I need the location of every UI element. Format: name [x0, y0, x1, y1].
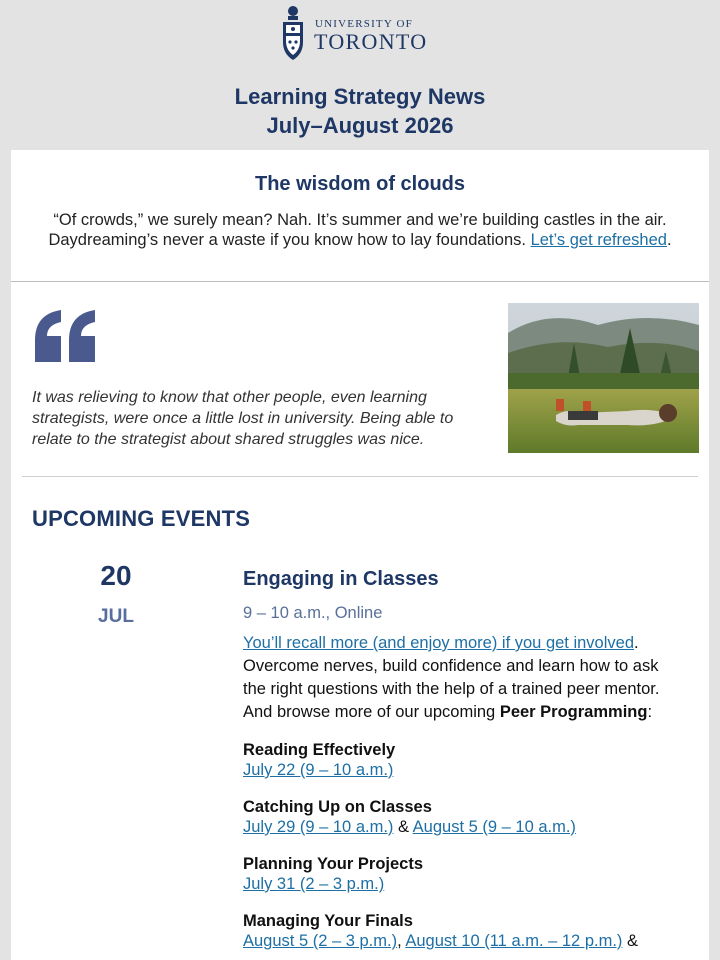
- testimonial-quote: It was relieving to know that other people, even learning strategists, were once a little lost in university. Being able to relate to the strategist about shared struggles was nice.: [32, 389, 454, 448]
- intro-line-1: “Of crowds,” we surely mean? Nah. It’s summer and we’re building castles in the air.: [53, 211, 667, 229]
- quote-mark-icon: [31, 310, 99, 362]
- event-description: [243, 632, 683, 724]
- event-desc-tail: :: [647, 703, 653, 721]
- program-dates: [243, 760, 683, 781]
- intro-tail: .: [666, 231, 672, 249]
- university-logo[interactable]: [280, 4, 427, 62]
- event-desc-text: Overcome nerves, build confidence and learn how to ask the right questions with the help of a trained peer mentor. And browse more of our upcoming: [243, 657, 660, 721]
- program-item: [243, 797, 683, 838]
- program-date-link[interactable]: July 29 (9 – 10 a.m.): [243, 818, 394, 836]
- event-date-day: 20: [100, 560, 132, 591]
- event-time: 9 – 10 a.m., Online: [243, 604, 383, 622]
- program-dates: [243, 874, 683, 895]
- event-desc-bold: Peer Programming: [499, 703, 648, 721]
- program-date-link[interactable]: July 31 (2 – 3 p.m.): [243, 875, 385, 893]
- logo-line-1: UNIVERSITY OF: [315, 18, 413, 30]
- event-title: Engaging in Classes: [243, 568, 439, 590]
- newsletter-title: [0, 82, 720, 140]
- logo-line-2: TORONTO: [314, 29, 428, 54]
- program-item: [243, 911, 683, 952]
- program-date-link[interactable]: August 5 (2 – 3 p.m.): [243, 932, 398, 950]
- program-item: [243, 854, 683, 895]
- section-divider: [22, 476, 698, 477]
- event-link-tail: .: [634, 634, 639, 652]
- refresh-link[interactable]: Let’s get refreshed: [530, 231, 667, 249]
- program-dates: [243, 817, 683, 838]
- program-date-link[interactable]: August 5 (9 – 10 a.m.): [412, 818, 576, 836]
- program-title: Managing Your Finals: [243, 912, 413, 930]
- program-dates: [243, 931, 683, 952]
- intro-title: The wisdom of clouds: [254, 173, 465, 195]
- upcoming-events-heading: UPCOMING EVENTS: [32, 506, 251, 531]
- student-lying-in-grass-photo: [508, 303, 699, 453]
- intro-line-2: Daydreaming’s never a waste if you know how to lay foundations.: [48, 231, 526, 249]
- event-date-month: JUL: [98, 606, 134, 627]
- newsletter-header: [0, 0, 720, 150]
- event-engaging-in-classes: [243, 567, 683, 952]
- event-link[interactable]: You’ll recall more (and enjoy more) if you get involved: [243, 634, 635, 652]
- intro-text: [11, 210, 709, 250]
- program-title: Reading Effectively: [243, 741, 396, 759]
- intro-section: [11, 150, 709, 250]
- section-divider: [11, 281, 709, 282]
- program-date-separator: &: [393, 818, 413, 836]
- newsletter-title-line-2: July–August 2026: [266, 113, 454, 138]
- program-title: Catching Up on Classes: [243, 798, 432, 816]
- program-date-link[interactable]: August 10 (11 a.m. – 12 p.m.): [405, 932, 623, 950]
- newsletter-title-line-1: Learning Strategy News: [234, 84, 486, 109]
- program-date-separator: ,: [397, 932, 406, 950]
- crest-icon: [280, 4, 306, 62]
- newsletter-card: [11, 150, 709, 960]
- program-item: [243, 740, 683, 781]
- program-date-link[interactable]: July 22 (9 – 10 a.m.): [243, 761, 394, 779]
- program-date-tail: &: [622, 932, 638, 950]
- program-title: Planning Your Projects: [243, 855, 424, 873]
